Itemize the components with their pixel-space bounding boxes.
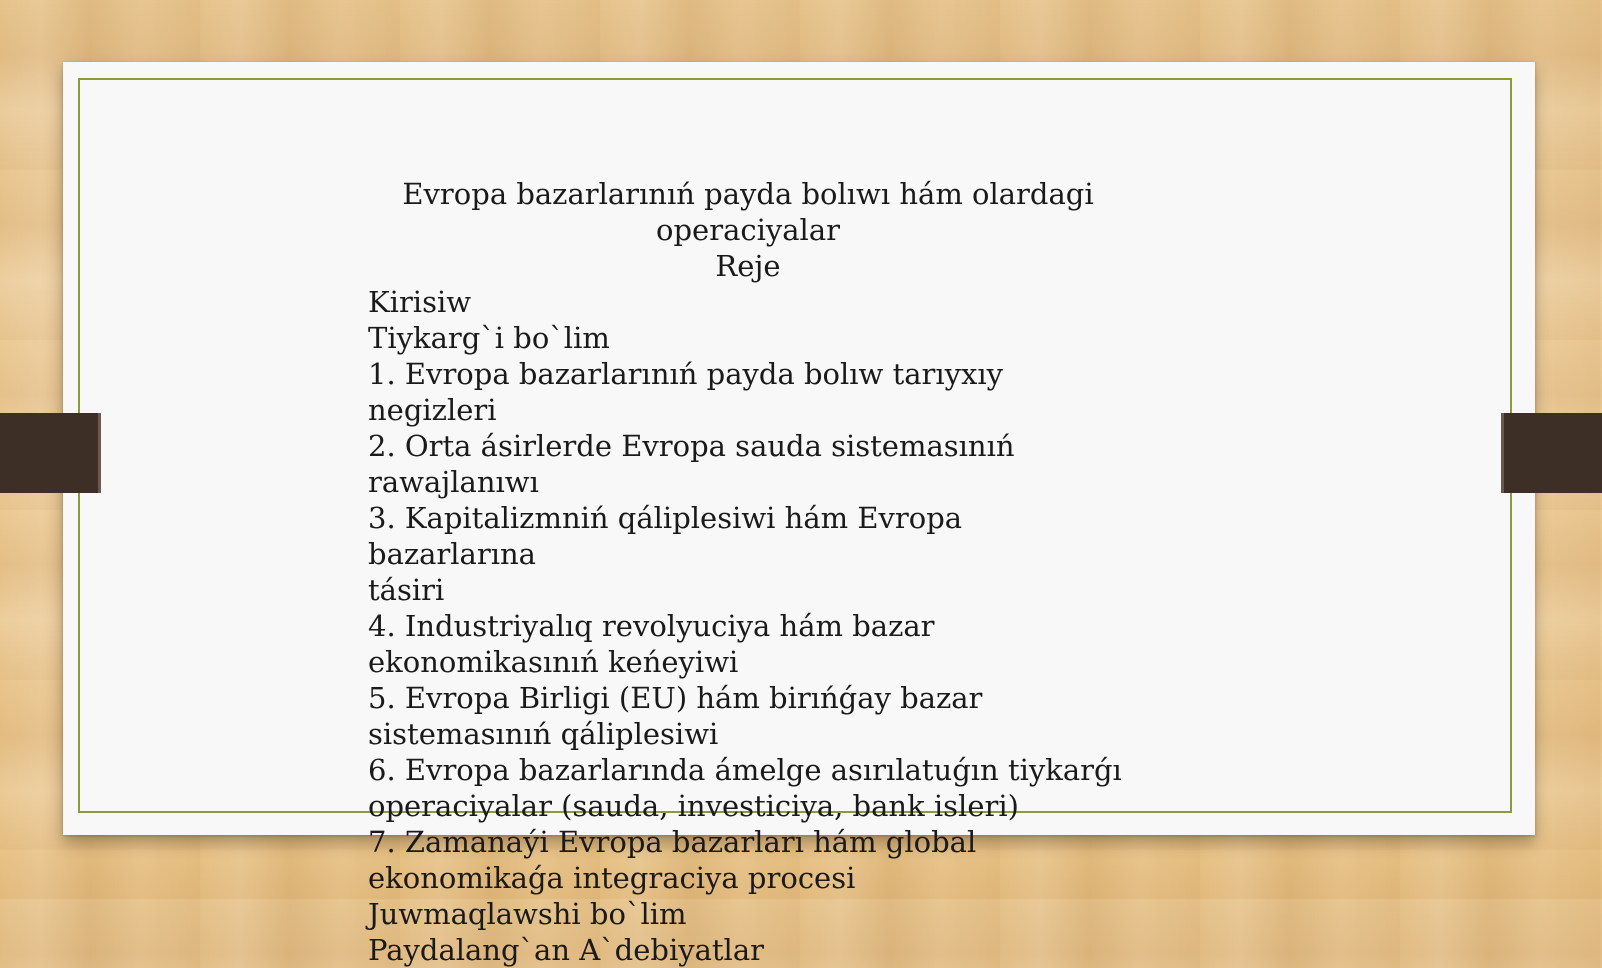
outline-line: Kirisiw	[368, 285, 472, 319]
outline-line: 4. Industriyalıq revolyuciya hám bazar	[368, 609, 935, 643]
outline-line: 6. Evropa bazarlarında ámelge asırılatuǵın tiykarǵı	[368, 753, 1122, 787]
outline-line: rawajlanıwı	[368, 465, 539, 499]
outline-line: Tiykarg`i bo`lim	[368, 321, 610, 355]
right-decorative-tab	[1501, 413, 1602, 493]
outline-line: sistemasınıń qáliplesiwi	[368, 717, 719, 751]
slide-subtitle: Reje	[715, 249, 781, 283]
outline-line: ekonomikaǵa integraciya procesi	[368, 861, 856, 895]
outline-line: 1. Evropa bazarlarınıń payda bolıw tarıyxıy negizleri	[368, 357, 1004, 427]
outline-line: 5. Evropa Birligi (EU) hám birıńǵay bazar	[368, 681, 983, 715]
outline-line: 7. Zamanaýi Evropa bazarları hám global	[368, 825, 977, 859]
outline-line: tásiri	[368, 573, 445, 607]
outline-line: Juwmaqlawshi bo`lim	[368, 897, 687, 931]
outline-line: ekonomikasınıń keńeyiwi	[368, 645, 739, 679]
outline-line: Paydalang`an A`debiyatlar	[368, 933, 764, 967]
slide-title-line-2: operaciyalar	[656, 213, 840, 247]
outline-line: 3. Kapitalizmniń qáliplesiwi hám Evropa bazarlarına	[368, 501, 963, 571]
outline-line: operaciyalar (sauda, investiciya, bank isleri)	[368, 789, 1019, 823]
left-decorative-tab	[0, 413, 101, 493]
outline-line: 2. Orta ásirlerde Evropa sauda sistemasınıń	[368, 429, 1015, 463]
slide-content	[368, 176, 1128, 968]
slide-title-line-1: Evropa bazarlarınıń payda bolıwı hám olardagi	[402, 177, 1094, 211]
